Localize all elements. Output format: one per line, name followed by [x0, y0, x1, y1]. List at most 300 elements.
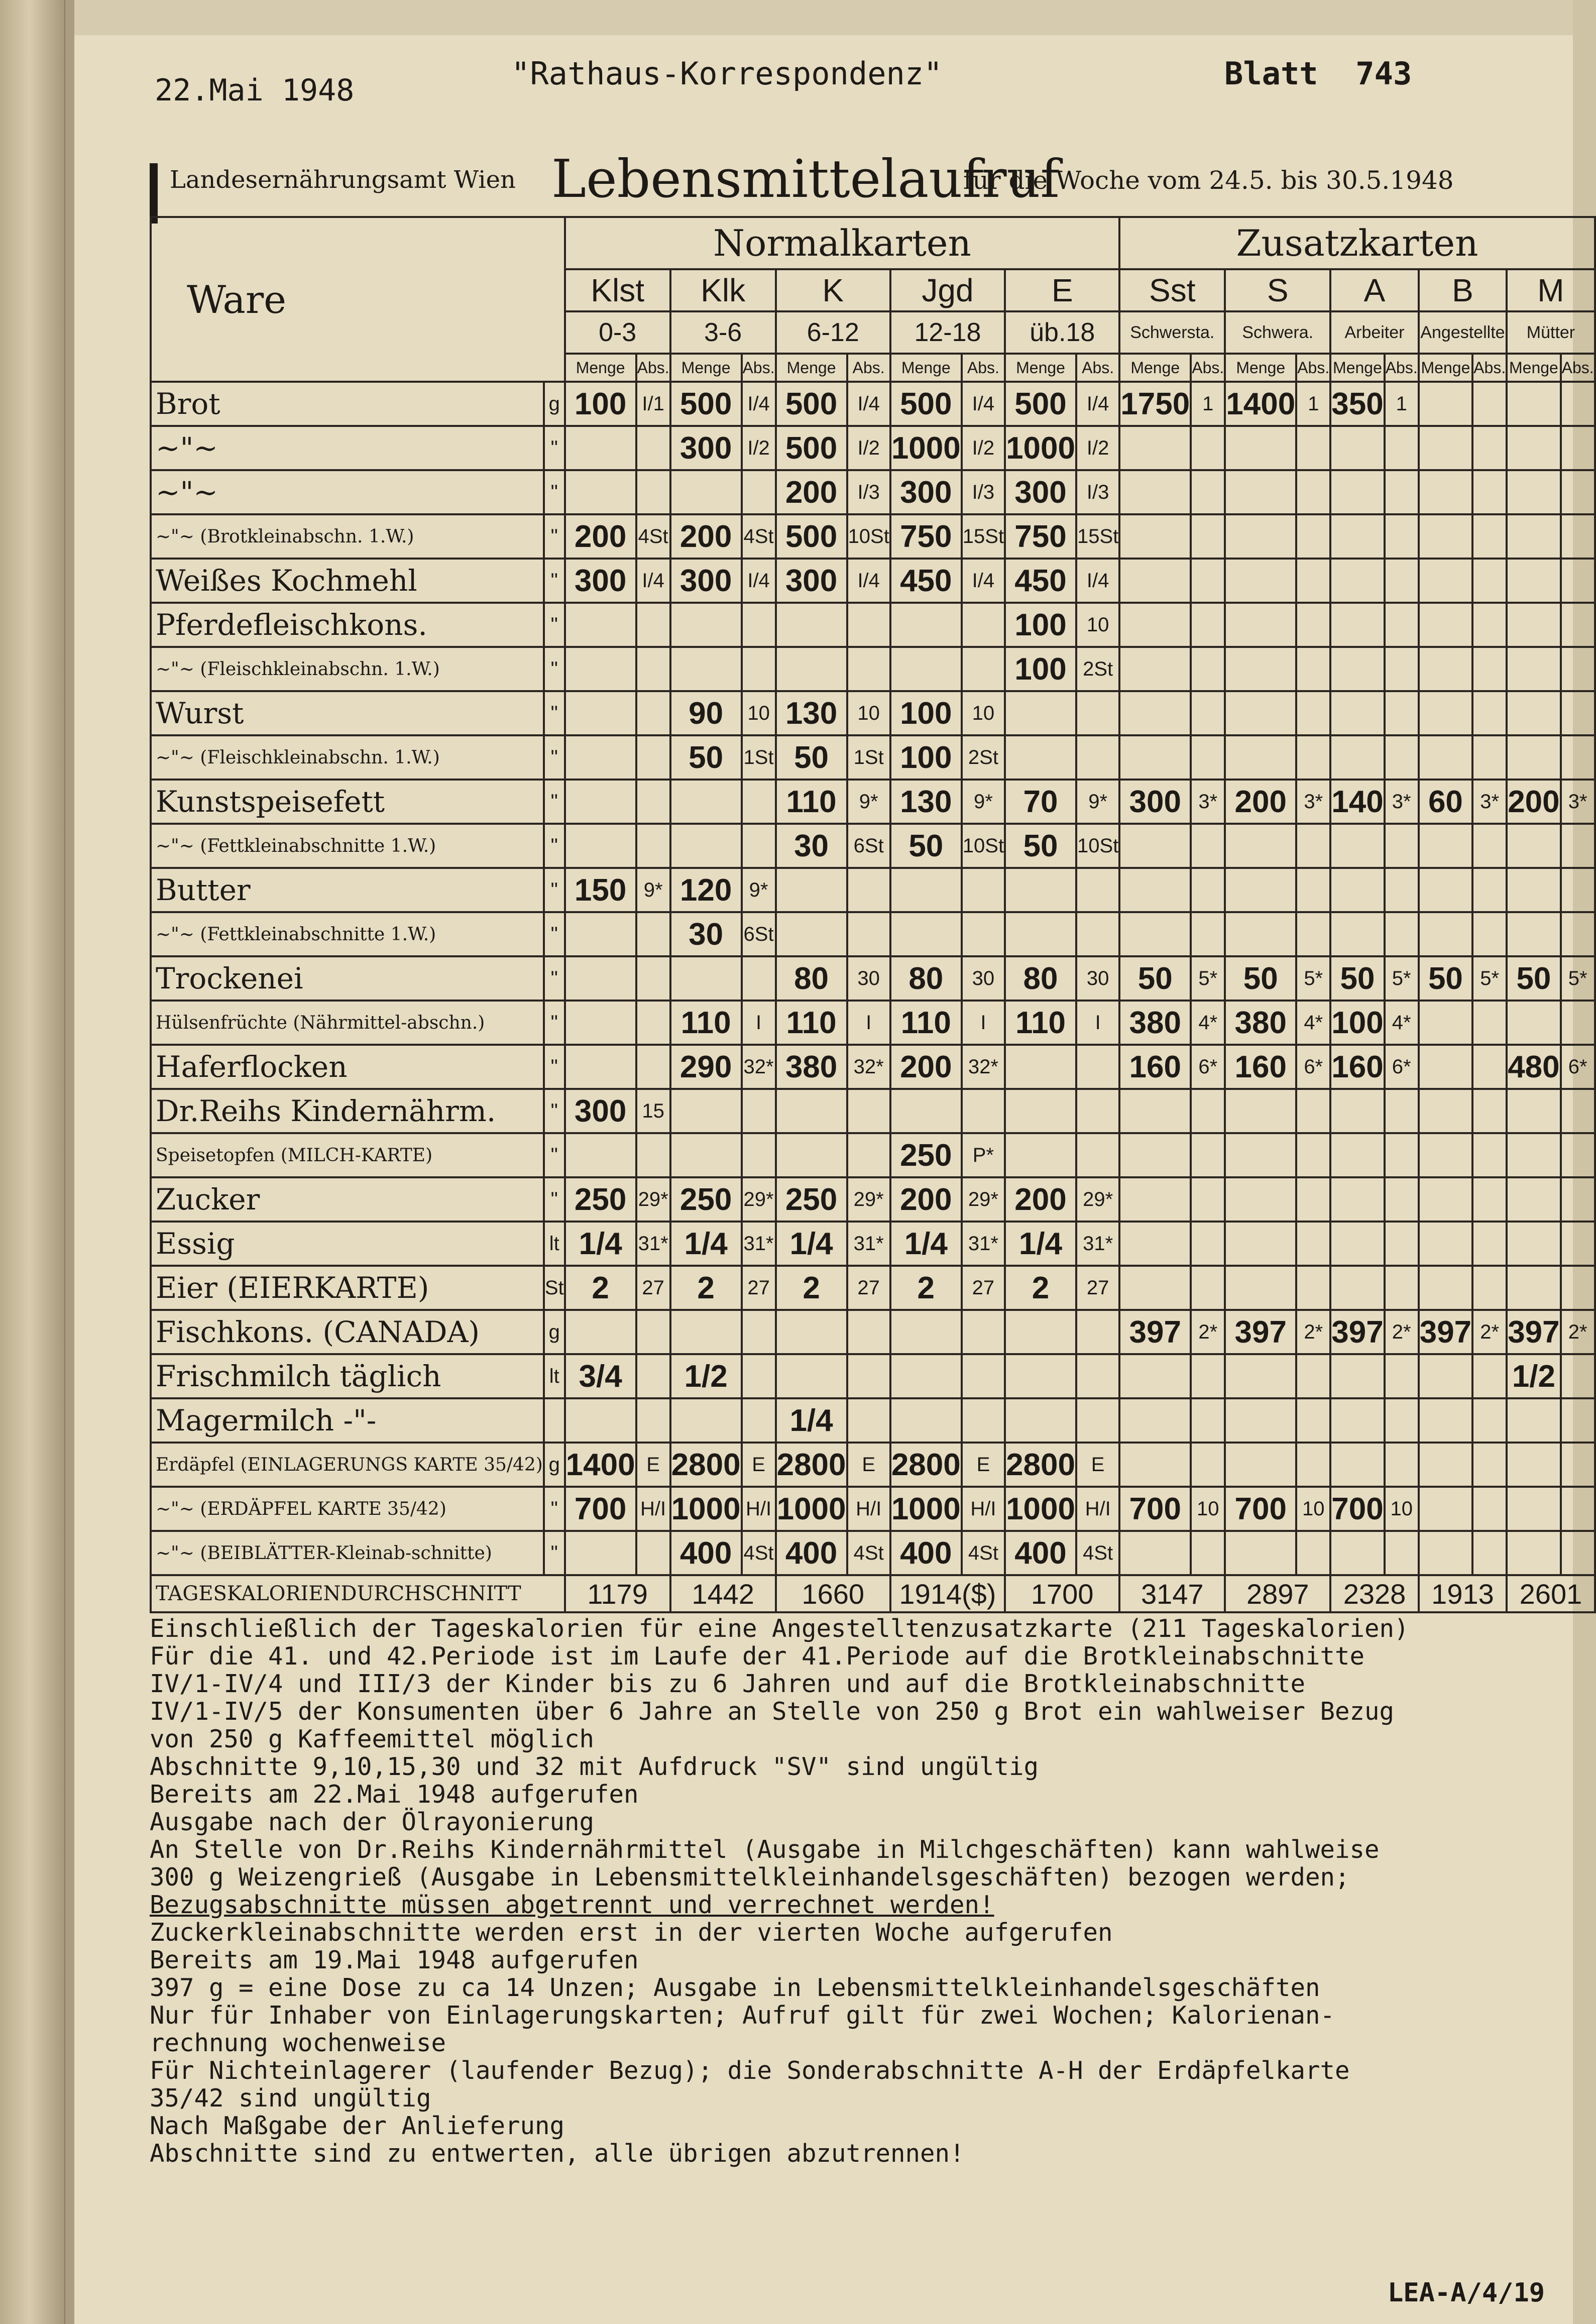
coupon-cell: 2* [1472, 1310, 1507, 1354]
quantity-cell [1119, 912, 1191, 956]
quantity-cell: 50 [1419, 956, 1472, 1001]
coupon-cell: 1 [1385, 382, 1419, 426]
quantity-cell [565, 647, 636, 691]
table-row [151, 824, 1595, 868]
quantity-cell: 450 [1005, 559, 1076, 603]
coupon-cell [742, 1398, 776, 1443]
coupon-cell [636, 691, 670, 735]
quantity-cell [890, 1089, 962, 1133]
quantity-cell: 2800 [776, 1443, 847, 1487]
quantity-cell: 200 [776, 470, 847, 514]
quantity-cell [1005, 912, 1076, 956]
ware-name: Kunstspeisefett [151, 780, 544, 824]
coupon-cell: 6* [1296, 1045, 1330, 1089]
quantity-cell [1507, 603, 1560, 647]
coupon-cell: 29* [742, 1177, 776, 1222]
quantity-cell [1419, 382, 1472, 426]
quantity-cell [1330, 514, 1384, 559]
quantity-cell: 150 [565, 868, 636, 912]
coupon-cell [1076, 735, 1119, 780]
unit-cell: " [544, 912, 565, 956]
ware-name: ~"~ (Fettkleinabschnitte 1.W.) [151, 824, 544, 868]
coupon-cell: 5* [1561, 956, 1595, 1001]
coupon-cell: 31* [636, 1222, 670, 1266]
quantity-cell: 380 [1225, 1001, 1296, 1045]
coupon-cell: 15St [1076, 514, 1119, 559]
table-row [151, 382, 1595, 426]
quantity-subheader: Menge [776, 354, 847, 382]
quantity-cell: 1000 [890, 1487, 962, 1531]
coupon-cell: 15 [636, 1089, 670, 1133]
ware-name: Erdäpfel (EINLAGERUNGS KARTE 35/42) [151, 1443, 544, 1487]
coupon-cell [1561, 691, 1595, 735]
quantity-subheader: Menge [565, 354, 636, 382]
coupon-cell: I/2 [962, 426, 1005, 470]
quantity-cell: 100 [890, 691, 962, 735]
quantity-cell: 100 [565, 382, 636, 426]
card-group-header: Arbeiter [1330, 311, 1418, 354]
quantity-cell: 397 [1119, 1310, 1191, 1354]
card-code-header: Klst [565, 269, 670, 311]
quantity-cell [890, 647, 962, 691]
quantity-cell [1507, 912, 1560, 956]
quantity-cell: 1400 [1225, 382, 1296, 426]
quantity-cell: 350 [1330, 382, 1384, 426]
coupon-cell: 10 [962, 691, 1005, 735]
quantity-cell [1225, 603, 1296, 647]
quantity-cell [1507, 1222, 1560, 1266]
quantity-cell: 1/4 [776, 1398, 847, 1443]
coupon-cell [847, 912, 890, 956]
quantity-cell [565, 470, 636, 514]
quantity-cell [1330, 1222, 1384, 1266]
ware-name: Trockenei [151, 956, 544, 1001]
coupon-cell [1296, 735, 1330, 780]
coupon-cell [847, 647, 890, 691]
quantity-cell: 700 [1225, 1487, 1296, 1531]
card-code-header: E [1005, 269, 1119, 311]
coupon-cell [847, 1310, 890, 1354]
coupon-cell [1296, 1443, 1330, 1487]
coupon-cell: 3* [1296, 780, 1330, 824]
quantity-cell [670, 470, 742, 514]
unit-cell: " [544, 1487, 565, 1531]
quantity-cell [1119, 824, 1191, 868]
unit-cell: lt [544, 1222, 565, 1266]
coupon-cell: 10 [847, 691, 890, 735]
ware-name: ~"~ (Fettkleinabschnitte 1.W.) [151, 912, 544, 956]
quantity-cell [776, 912, 847, 956]
coupon-cell [742, 470, 776, 514]
coupon-cell: 10 [1191, 1487, 1225, 1531]
coupon-cell: 32* [847, 1045, 890, 1089]
unit-cell [544, 1398, 565, 1443]
quantity-cell [1419, 1354, 1472, 1398]
coupon-cell: 4St [1076, 1531, 1119, 1575]
coupon-cell [636, 956, 670, 1001]
coupon-cell [1472, 1001, 1507, 1045]
quantity-cell [1419, 1531, 1472, 1575]
ware-name: Frischmilch täglich [151, 1354, 544, 1398]
calorie-total-value: 1179 [565, 1575, 670, 1612]
quantity-cell [670, 1089, 742, 1133]
coupon-cell [1191, 691, 1225, 735]
quantity-cell: 500 [670, 382, 742, 426]
coupon-cell: 9* [636, 868, 670, 912]
quantity-cell [1119, 426, 1191, 470]
supplementary-cards-header: Zusatzkarten [1119, 217, 1594, 269]
quantity-cell [1225, 1222, 1296, 1266]
quantity-cell: 110 [776, 1001, 847, 1045]
book-spine [0, 0, 65, 2324]
quantity-cell [1507, 824, 1560, 868]
coupon-cell [1472, 1487, 1507, 1531]
coupon-cell [742, 1354, 776, 1398]
quantity-cell: 1/4 [776, 1222, 847, 1266]
sheet-value: 743 [1355, 55, 1412, 92]
quantity-cell: 200 [670, 514, 742, 559]
quantity-subheader: Menge [1225, 354, 1296, 382]
coupon-cell [1191, 514, 1225, 559]
quantity-cell: 50 [1507, 956, 1560, 1001]
unit-cell: " [544, 824, 565, 868]
coupon-cell [1385, 1089, 1419, 1133]
coupon-cell: H/I [1076, 1487, 1119, 1531]
quantity-cell [1119, 1398, 1191, 1443]
table-row [151, 559, 1595, 603]
coupon-cell: 10 [742, 691, 776, 735]
quantity-cell: 70 [1005, 780, 1076, 824]
card-group-header: 12-18 [890, 311, 1005, 354]
quantity-cell [1419, 1266, 1472, 1310]
coupon-cell [636, 735, 670, 780]
footnote-line: rechnung wochenweise [150, 2029, 446, 2057]
coupon-cell [1561, 426, 1595, 470]
quantity-cell [1005, 868, 1076, 912]
quantity-cell [1330, 1531, 1384, 1575]
quantity-cell [1419, 647, 1472, 691]
coupon-cell: 2* [1296, 1310, 1330, 1354]
quantity-cell [565, 1045, 636, 1089]
coupon-cell: 1 [1296, 382, 1330, 426]
coupon-cell [1472, 824, 1507, 868]
coupon-cell: 3* [1472, 780, 1507, 824]
unit-cell: " [544, 868, 565, 912]
footnote-line: Bezugsabschnitte müssen abgetrennt und verrechnet werden! [150, 1891, 994, 1919]
quantity-cell [1419, 824, 1472, 868]
coupon-subheader: Abs. [636, 354, 670, 382]
coupon-subheader: Abs. [1076, 354, 1119, 382]
coupon-cell [1076, 912, 1119, 956]
coupon-cell: 27 [636, 1266, 670, 1310]
coupon-cell [962, 603, 1005, 647]
table-row [151, 956, 1595, 1001]
quantity-cell: 1/4 [890, 1222, 962, 1266]
coupon-cell [1191, 1089, 1225, 1133]
footnote-line: Bereits am 19.Mai 1948 aufgerufen [150, 1946, 639, 1974]
coupon-cell: 4* [1191, 1001, 1225, 1045]
quantity-cell: 100 [1005, 603, 1076, 647]
quantity-cell: 2 [565, 1266, 636, 1310]
coupon-cell [1296, 824, 1330, 868]
unit-cell: " [544, 956, 565, 1001]
table-row [151, 647, 1595, 691]
coupon-cell: E [962, 1443, 1005, 1487]
footnote-line: Für die 41. und 42.Periode ist im Laufe der 41.Periode auf die Brotkleinabschnitte [150, 1642, 1365, 1671]
coupon-cell [1472, 868, 1507, 912]
coupon-cell [1076, 868, 1119, 912]
table-row [151, 691, 1595, 735]
quantity-subheader: Menge [1507, 354, 1560, 382]
quantity-cell [1225, 1177, 1296, 1222]
table-row [151, 1354, 1595, 1398]
table-row [151, 1310, 1595, 1354]
footnote-line: 300 g Weizengrieß (Ausgabe in Lebensmittelkleinhandelsgeschäften) bezogen werden; [150, 1863, 1350, 1892]
quantity-cell [1119, 1222, 1191, 1266]
quantity-cell [1330, 824, 1384, 868]
coupon-cell [1472, 1089, 1507, 1133]
quantity-cell [1419, 1089, 1472, 1133]
coupon-cell: 5* [1296, 956, 1330, 1001]
top-margin-strip [74, 0, 1573, 35]
coupon-cell [1472, 1398, 1507, 1443]
quantity-cell: 130 [890, 780, 962, 824]
coupon-cell: I [1076, 1001, 1119, 1045]
quantity-cell: 2 [670, 1266, 742, 1310]
ware-name: Zucker [151, 1177, 544, 1222]
quantity-cell: 160 [1330, 1045, 1384, 1089]
table-row [151, 470, 1595, 514]
quantity-cell [776, 647, 847, 691]
coupon-cell: 1St [847, 735, 890, 780]
quantity-cell [1419, 691, 1472, 735]
coupon-cell: P* [962, 1133, 1005, 1177]
unit-cell: St [544, 1266, 565, 1310]
coupon-cell [1296, 1266, 1330, 1310]
quantity-cell [1419, 1045, 1472, 1089]
quantity-cell: 2800 [890, 1443, 962, 1487]
quantity-cell: 450 [890, 559, 962, 603]
quantity-cell [1225, 691, 1296, 735]
quantity-cell [565, 426, 636, 470]
quantity-cell [1507, 1089, 1560, 1133]
quantity-cell [1419, 1487, 1472, 1531]
coupon-cell: 6* [1561, 1045, 1595, 1089]
quantity-cell: 500 [776, 426, 847, 470]
coupon-cell [962, 1398, 1005, 1443]
unit-cell: " [544, 1001, 565, 1045]
quantity-cell [1330, 868, 1384, 912]
coupon-cell: 3* [1191, 780, 1225, 824]
quantity-cell [670, 956, 742, 1001]
calorie-total-value: 3147 [1119, 1575, 1225, 1612]
quantity-cell: 100 [1005, 647, 1076, 691]
quantity-cell: 500 [1005, 382, 1076, 426]
ware-name: ~"~ [151, 426, 544, 470]
coupon-cell [1472, 514, 1507, 559]
quantity-cell: 50 [1330, 956, 1384, 1001]
ware-name: Weißes Kochmehl [151, 559, 544, 603]
quantity-cell [565, 603, 636, 647]
coupon-cell [1472, 382, 1507, 426]
coupon-cell [636, 1354, 670, 1398]
coupon-subheader: Abs. [1561, 354, 1595, 382]
coupon-cell: 30 [847, 956, 890, 1001]
unit-cell: " [544, 514, 565, 559]
quantity-cell [1330, 1089, 1384, 1133]
calorie-total-value: 1442 [670, 1575, 776, 1612]
quantity-cell [1225, 514, 1296, 559]
footnote-line: Abschnitte 9,10,15,30 und 32 mit Aufdruck "SV" sind ungültig [150, 1752, 1039, 1781]
coupon-cell: I/4 [636, 559, 670, 603]
quantity-cell [776, 1133, 847, 1177]
quantity-cell [1225, 1531, 1296, 1575]
ware-name: Pferdefleischkons. [151, 603, 544, 647]
coupon-cell: 10 [1076, 603, 1119, 647]
quantity-cell: 1/2 [1507, 1354, 1560, 1398]
coupon-cell [1561, 1443, 1595, 1487]
coupon-cell: 4St [962, 1531, 1005, 1575]
coupon-cell [742, 824, 776, 868]
coupon-cell [742, 1089, 776, 1133]
footnote-line: 35/42 sind ungültig [150, 2084, 431, 2113]
coupon-cell: 6* [1385, 1045, 1419, 1089]
coupon-cell [1561, 1222, 1595, 1266]
quantity-cell: 750 [890, 514, 962, 559]
coupon-subheader: Abs. [742, 354, 776, 382]
coupon-cell [636, 824, 670, 868]
quantity-cell: 2800 [670, 1443, 742, 1487]
coupon-cell [1191, 1222, 1225, 1266]
quantity-cell [1330, 691, 1384, 735]
quantity-cell [1119, 735, 1191, 780]
coupon-cell [1296, 1089, 1330, 1133]
footnote-line: Nur für Inhaber von Einlagerungskarten; Aufruf gilt für zwei Wochen; Kalorienan- [150, 2001, 1335, 2030]
quantity-cell: 700 [565, 1487, 636, 1531]
quantity-cell [1225, 735, 1296, 780]
quantity-cell: 397 [1419, 1310, 1472, 1354]
coupon-cell: I/3 [962, 470, 1005, 514]
table-row [151, 1531, 1595, 1575]
coupon-cell [1385, 691, 1419, 735]
quantity-cell: 300 [565, 559, 636, 603]
table-row [151, 1266, 1595, 1310]
coupon-cell: 1St [742, 735, 776, 780]
coupon-cell: I/4 [1076, 559, 1119, 603]
coupon-cell: 27 [742, 1266, 776, 1310]
unit-cell: g [544, 1443, 565, 1487]
coupon-subheader: Abs. [962, 354, 1005, 382]
quantity-cell: 30 [670, 912, 742, 956]
coupon-cell: E [847, 1443, 890, 1487]
coupon-cell [962, 1089, 1005, 1133]
header-row-groups [151, 217, 1595, 269]
ware-name: Eier (EIERKARTE) [151, 1266, 544, 1310]
coupon-cell [1191, 824, 1225, 868]
coupon-cell [1472, 1531, 1507, 1575]
footnote-line: Für Nichteinlagerer (laufender Bezug); die Sonderabschnitte A-H der Erdäpfelkarte [150, 2056, 1350, 2085]
coupon-cell: 30 [1076, 956, 1119, 1001]
coupon-cell: 31* [1076, 1222, 1119, 1266]
ware-name: ~"~ (ERDÄPFEL KARTE 35/42) [151, 1487, 544, 1531]
coupon-cell: 3* [1385, 780, 1419, 824]
coupon-cell: H/I [636, 1487, 670, 1531]
quantity-cell: 50 [1119, 956, 1191, 1001]
coupon-cell [636, 1133, 670, 1177]
coupon-cell [1385, 912, 1419, 956]
quantity-cell [776, 1354, 847, 1398]
coupon-cell [1385, 1354, 1419, 1398]
coupon-cell: 5* [1191, 956, 1225, 1001]
calorie-total-row [151, 1575, 1595, 1612]
quantity-cell [1507, 426, 1560, 470]
quantity-cell: 1/4 [1005, 1222, 1076, 1266]
coupon-cell: I/4 [962, 382, 1005, 426]
quantity-cell: 100 [1330, 1001, 1384, 1045]
quantity-cell [1005, 1354, 1076, 1398]
ware-name: Wurst [151, 691, 544, 735]
coupon-cell [1472, 1354, 1507, 1398]
coupon-cell: H/I [742, 1487, 776, 1531]
coupon-cell [636, 1310, 670, 1354]
coupon-cell [1561, 1177, 1595, 1222]
quantity-cell: 140 [1330, 780, 1384, 824]
quantity-cell [670, 647, 742, 691]
coupon-cell [636, 426, 670, 470]
calorie-total-value: 1914($) [890, 1575, 1005, 1612]
coupon-cell [1385, 559, 1419, 603]
calorie-total-value: 1913 [1419, 1575, 1507, 1612]
card-group-header: üb.18 [1005, 311, 1119, 354]
quantity-cell: 90 [670, 691, 742, 735]
coupon-cell: 2* [1385, 1310, 1419, 1354]
quantity-cell: 400 [890, 1531, 962, 1575]
coupon-cell [636, 780, 670, 824]
quantity-cell: 397 [1507, 1310, 1560, 1354]
coupon-cell [1076, 1398, 1119, 1443]
quantity-cell [1330, 735, 1384, 780]
card-group-header: Angestellte [1419, 311, 1507, 354]
coupon-cell: 9* [1076, 780, 1119, 824]
quantity-cell [1330, 1354, 1384, 1398]
coupon-cell: I/4 [847, 559, 890, 603]
quantity-cell [890, 868, 962, 912]
quantity-cell [1507, 514, 1560, 559]
ware-name: Butter [151, 868, 544, 912]
quantity-cell [1330, 1266, 1384, 1310]
coupon-cell [1472, 1443, 1507, 1487]
footnote-line: Ausgabe nach der Ölrayonierung [150, 1808, 595, 1836]
quantity-cell: 480 [1507, 1045, 1560, 1089]
quantity-cell [1507, 1531, 1560, 1575]
coupon-cell: 2St [1076, 647, 1119, 691]
coupon-cell [1191, 1354, 1225, 1398]
quantity-cell [1119, 1089, 1191, 1133]
quantity-cell: 200 [890, 1045, 962, 1089]
coupon-cell: 10 [1296, 1487, 1330, 1531]
quantity-cell: 2 [1005, 1266, 1076, 1310]
sheet-number [1224, 55, 1412, 92]
coupon-cell: 5* [1385, 956, 1419, 1001]
coupon-cell [1472, 691, 1507, 735]
coupon-cell: E [742, 1443, 776, 1487]
quantity-cell: 250 [670, 1177, 742, 1222]
card-code-header: A [1330, 269, 1418, 311]
coupon-cell [962, 647, 1005, 691]
document-date: 22.Mai 1948 [155, 73, 355, 108]
document-title: Lebensmittelaufruf [551, 148, 1060, 209]
table-row [151, 1089, 1595, 1133]
